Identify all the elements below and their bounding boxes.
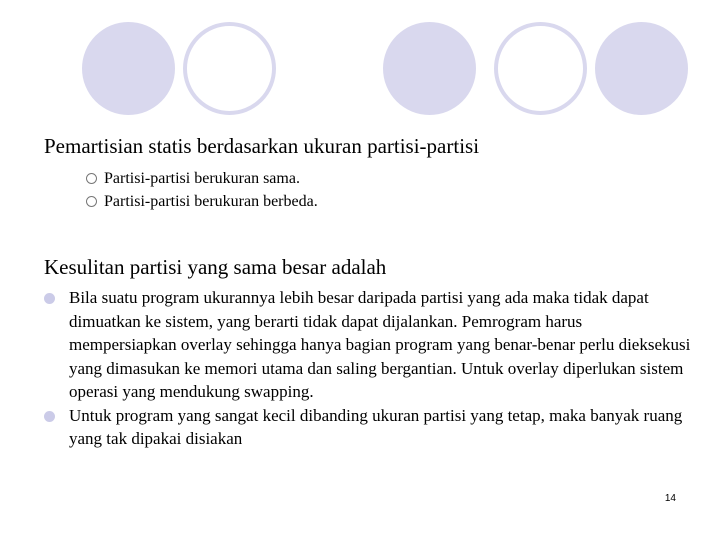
list-item-text: Partisi-partisi berukuran sama. [104, 170, 300, 187]
circle-decoration-filled [383, 22, 476, 115]
list-item [84, 190, 318, 213]
heading-static-partitioning: Pemartisian statis berdasarkan ukuran partisi-partisi [44, 134, 480, 158]
circle-bullet-icon [86, 173, 97, 184]
list-item-text: Untuk program yang sangat kecil dibanding ukuran partisi yang tetap, maka banyak ruang yang tak dipakai disiakan [69, 405, 683, 448]
decorative-circles [0, 0, 720, 130]
heading-difficulties: Kesulitan partisi yang sama besar adalah [44, 255, 387, 279]
dot-bullet-icon [44, 293, 55, 304]
list-item-text: Bila suatu program ukurannya lebih besar daripada partisi yang ada maka tidak dapat dimuatkan ke sistem, yang berarti tidak dapat dijalankan. Pemrogram harus mempersiapkan overlay sehingga hanya bagian program yang benar-benar perlu dieksekusi yang dimasukan ke memori utama dan saling bergantian. Untuk overlay diperlukan sistem operasi yang mendukung swapping. [69, 288, 691, 401]
list-item [44, 404, 694, 451]
page-number: 14 [664, 493, 676, 504]
circle-bullet-icon [86, 196, 97, 207]
sub-bullet-list [84, 167, 318, 213]
circle-decoration-filled [82, 22, 175, 115]
circle-decoration-filled [595, 22, 688, 115]
list-item [44, 286, 694, 404]
circle-decoration-ring [183, 22, 276, 115]
dot-bullet-icon [44, 411, 55, 422]
list-item [84, 167, 318, 190]
main-bullet-list [44, 286, 694, 451]
circle-decoration-ring [494, 22, 587, 115]
list-item-text: Partisi-partisi berukuran berbeda. [104, 193, 318, 210]
